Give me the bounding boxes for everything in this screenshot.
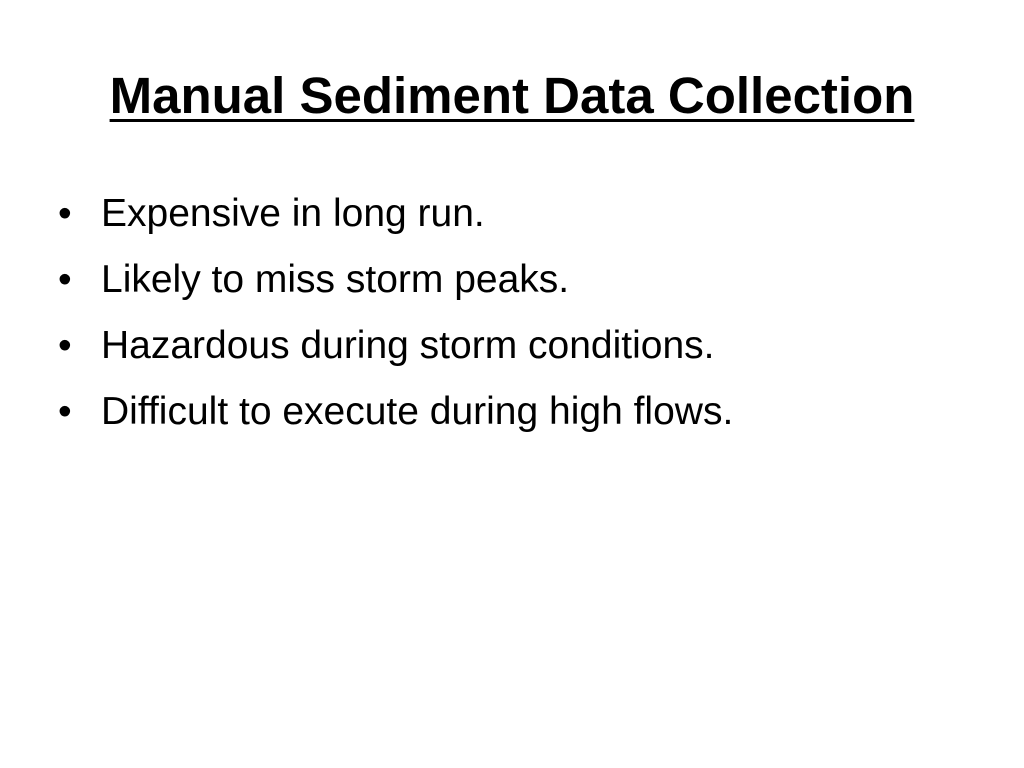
slide-title: Manual Sediment Data Collection [109,67,915,124]
bullet-item-expensive [58,186,733,252]
bullet-text: Hazardous during storm conditions. [101,324,715,367]
bullet-item-storm-peaks [58,252,733,318]
bullet-text: Likely to miss storm peaks. [101,258,570,301]
bullet-text: Difficult to execute during high flows. [101,390,734,433]
bullet-glyph: • [58,324,72,367]
bullet-item-high-flows [58,384,733,450]
bullet-item-hazardous [58,318,733,384]
bullet-glyph: • [58,192,72,235]
bullet-list [58,186,733,450]
bullet-glyph: • [58,258,72,301]
bullet-text: Expensive in long run. [101,192,485,235]
bullet-glyph: • [58,390,72,433]
